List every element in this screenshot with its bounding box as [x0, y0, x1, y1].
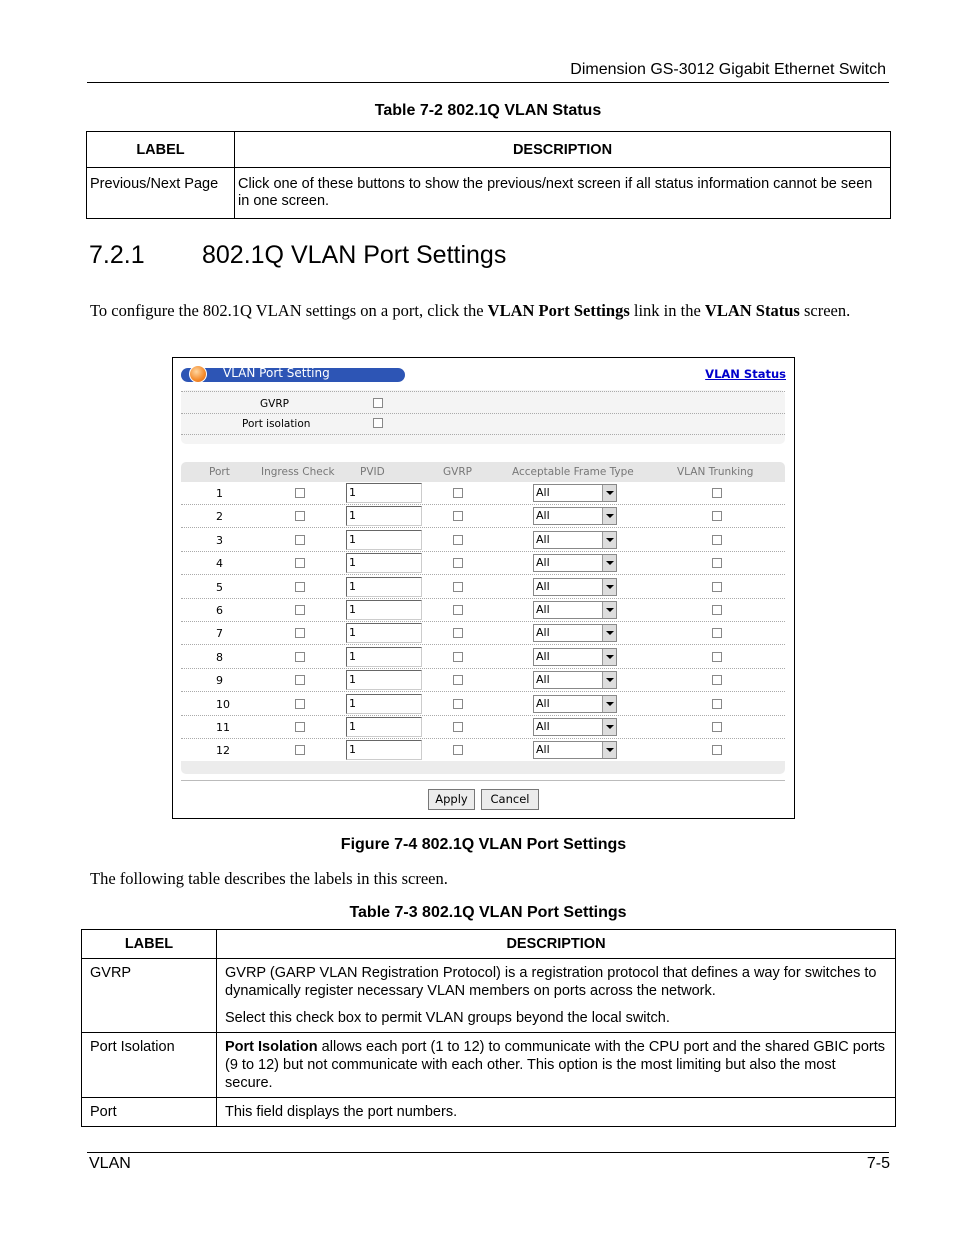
ingress-check-checkbox[interactable] — [295, 699, 305, 709]
ingress-check-checkbox[interactable] — [295, 558, 305, 568]
screen-title: VLAN Port Setting — [223, 366, 330, 380]
port-number: 2 — [216, 510, 223, 524]
port-table-body — [181, 482, 785, 774]
port-row — [181, 482, 785, 505]
chevron-down-icon[interactable] — [602, 508, 616, 524]
frame-type-value: All — [536, 579, 550, 593]
para-bold-link-name: VLAN Port Settings — [487, 301, 630, 320]
ingress-check-checkbox[interactable] — [295, 628, 305, 638]
port-number: 6 — [216, 604, 223, 617]
apply-button[interactable]: Apply — [428, 789, 475, 810]
frame-type-value: All — [536, 626, 550, 640]
port-row — [181, 716, 785, 739]
table-header-description: DESCRIPTION — [217, 930, 896, 959]
frame-type-select[interactable] — [533, 507, 617, 525]
gvrp-row-checkbox[interactable] — [453, 605, 463, 615]
table-intro-paragraph: The following table describes the labels in this screen. — [90, 869, 448, 888]
pvid-input[interactable]: 1 — [346, 553, 422, 573]
vlan-trunking-checkbox[interactable] — [712, 605, 722, 615]
vlan-trunking-checkbox[interactable] — [712, 628, 722, 638]
vlan-trunking-checkbox[interactable] — [712, 558, 722, 568]
pvid-input[interactable]: 1 — [346, 670, 422, 690]
frame-type-select[interactable] — [533, 695, 617, 713]
column-header-ingress-check: Ingress Check — [261, 466, 335, 478]
frame-type-select[interactable] — [533, 578, 617, 596]
column-header-pvid: PVID — [360, 466, 385, 478]
pvid-input[interactable]: 1 — [346, 647, 422, 667]
gvrp-row-checkbox[interactable] — [453, 652, 463, 662]
pvid-input[interactable]: 1 — [346, 530, 422, 550]
table-7-2-caption: Table 7-2 802.1Q VLAN Status — [374, 102, 602, 119]
port-number: 9 — [216, 674, 223, 688]
chevron-down-icon[interactable] — [602, 555, 616, 571]
frame-type-value: All — [536, 673, 550, 687]
ingress-check-checkbox[interactable] — [295, 652, 305, 662]
port-row — [181, 693, 785, 716]
para-text: To configure the 802.1Q VLAN settings on a port, click the — [90, 301, 488, 320]
global-settings-panel — [181, 390, 785, 444]
gvrp-row-checkbox[interactable] — [453, 511, 463, 521]
chevron-down-icon[interactable] — [602, 696, 616, 712]
row-label: Previous/Next Page — [87, 168, 235, 219]
port-number: 12 — [216, 744, 230, 758]
frame-type-value: All — [536, 603, 550, 616]
pvid-input[interactable]: 1 — [346, 717, 422, 737]
chevron-down-icon[interactable] — [602, 602, 616, 618]
footer-rule — [87, 1152, 889, 1153]
port-number: 1 — [216, 487, 223, 500]
vlan-trunking-checkbox[interactable] — [712, 535, 722, 545]
row-description — [217, 959, 896, 1033]
ingress-check-checkbox[interactable] — [295, 605, 305, 615]
port-number: 11 — [216, 721, 230, 734]
table-row — [82, 1098, 896, 1127]
gvrp-row-checkbox[interactable] — [453, 488, 463, 498]
frame-type-value: All — [536, 720, 550, 733]
frame-type-select[interactable] — [533, 554, 617, 572]
description-paragraph: Select this check box to permit VLAN groups beyond the local switch. — [225, 1010, 670, 1026]
port-number: 5 — [216, 580, 223, 594]
description-bold-term: Port Isolation — [225, 1039, 318, 1055]
table-7-3-caption: Table 7-3 802.1Q VLAN Port Settings — [349, 904, 627, 921]
gvrp-label: GVRP — [260, 398, 289, 410]
figure-caption: Figure 7-4 802.1Q VLAN Port Settings — [340, 836, 627, 853]
frame-type-value: All — [536, 743, 550, 757]
ingress-check-checkbox[interactable] — [295, 722, 305, 732]
vlan-trunking-checkbox[interactable] — [712, 652, 722, 662]
running-header: Dimension GS-3012 Gigabit Ethernet Switch — [570, 61, 886, 78]
column-header-vlan-trunking: VLAN Trunking — [677, 466, 754, 478]
chevron-down-icon[interactable] — [602, 532, 616, 548]
pvid-input[interactable]: 1 — [346, 694, 422, 714]
port-isolation-checkbox[interactable] — [373, 418, 383, 428]
vlan-trunking-checkbox[interactable] — [712, 745, 722, 755]
frame-type-value: All — [536, 696, 550, 710]
port-number: 8 — [216, 650, 223, 664]
frame-type-value: All — [536, 509, 550, 523]
row-label: GVRP — [82, 959, 217, 1033]
row-description: Click one of these buttons to show the previous/next screen if all status information cannot be seen in one screen. — [235, 168, 891, 219]
table-7-3 — [81, 929, 896, 1127]
chevron-down-icon[interactable] — [602, 672, 616, 688]
ingress-check-checkbox[interactable] — [295, 535, 305, 545]
port-row — [181, 576, 785, 599]
column-header-port: Port — [209, 466, 230, 478]
port-table-header — [181, 462, 785, 482]
para-bold-screen-name: VLAN Status — [704, 301, 800, 320]
intro-paragraph — [90, 299, 880, 322]
ingress-check-checkbox[interactable] — [295, 675, 305, 685]
table-header-description: DESCRIPTION — [235, 132, 891, 168]
gvrp-row-checkbox[interactable] — [453, 699, 463, 709]
dotted-divider — [181, 434, 785, 435]
dotted-divider — [181, 391, 785, 392]
row-description — [217, 1033, 896, 1098]
vlan-trunking-checkbox[interactable] — [712, 488, 722, 498]
frame-type-select[interactable] — [533, 624, 617, 642]
gvrp-row-checkbox[interactable] — [453, 745, 463, 755]
gvrp-row-checkbox[interactable] — [453, 558, 463, 568]
frame-type-value: All — [536, 532, 550, 546]
chevron-down-icon[interactable] — [602, 485, 616, 501]
vlan-trunking-checkbox[interactable] — [712, 722, 722, 732]
frame-type-value: All — [536, 649, 550, 663]
chevron-down-icon[interactable] — [602, 719, 616, 735]
column-header-frame-type: Acceptable Frame Type — [512, 466, 634, 478]
port-row — [181, 529, 785, 552]
pvid-input[interactable]: 1 — [346, 577, 422, 597]
port-number: 7 — [216, 627, 223, 641]
table-row — [82, 959, 896, 1033]
port-table-footer — [181, 761, 785, 774]
footer-page-number: 7-5 — [866, 1155, 890, 1172]
port-number: 10 — [216, 697, 230, 711]
port-isolation-label: Port isolation — [242, 418, 311, 430]
row-description: This field displays the port numbers. — [217, 1098, 896, 1127]
port-row — [181, 739, 785, 762]
port-row — [181, 505, 785, 528]
port-number: 3 — [216, 533, 223, 547]
chevron-down-icon[interactable] — [602, 625, 616, 641]
ingress-check-checkbox[interactable] — [295, 745, 305, 755]
para-text: link in the — [629, 301, 705, 320]
section-heading — [89, 241, 506, 270]
ingress-check-checkbox[interactable] — [295, 511, 305, 521]
vlan-trunking-checkbox[interactable] — [712, 511, 722, 521]
port-number: 4 — [216, 557, 223, 571]
vlan-status-link[interactable]: VLAN Status — [705, 367, 786, 381]
chevron-down-icon[interactable] — [602, 649, 616, 665]
gvrp-checkbox[interactable] — [373, 398, 383, 408]
orb-icon — [189, 365, 207, 383]
frame-type-select[interactable] — [533, 718, 617, 736]
table-header-label: LABEL — [87, 132, 235, 168]
port-row — [181, 669, 785, 692]
table-header-label: LABEL — [82, 930, 217, 959]
section-title: 802.1Q VLAN Port Settings — [202, 241, 507, 269]
chevron-down-icon[interactable] — [602, 579, 616, 595]
description-paragraph: GVRP (GARP VLAN Registration Protocol) is a registration protocol that defines a way for switches to dynamically register necessary VLAN members on ports across the network. — [225, 965, 877, 999]
frame-type-select[interactable] — [533, 648, 617, 666]
button-divider — [181, 780, 785, 781]
frame-type-select[interactable] — [533, 671, 617, 689]
column-header-gvrp: GVRP — [443, 466, 472, 478]
frame-type-select[interactable] — [533, 531, 617, 549]
header-rule — [87, 82, 889, 83]
pvid-input[interactable]: 1 — [346, 506, 422, 526]
row-label: Port Isolation — [82, 1033, 217, 1098]
ingress-check-checkbox[interactable] — [295, 488, 305, 498]
port-row — [181, 622, 785, 645]
section-number: 7.2.1 — [89, 241, 145, 269]
gvrp-row-checkbox[interactable] — [453, 722, 463, 732]
frame-type-value: All — [536, 486, 550, 499]
pvid-input[interactable]: 1 — [346, 483, 422, 503]
pvid-input[interactable]: 1 — [346, 740, 422, 760]
frame-type-select[interactable] — [533, 741, 617, 759]
description-text: allows each port (1 to 12) to communicate with the CPU port and the shared GBIC ports (9 to 12) but not communicate with each other. This option is the most limiting but also the most secure. — [225, 1039, 886, 1091]
vlan-trunking-checkbox[interactable] — [712, 582, 722, 592]
cancel-button[interactable]: Cancel — [481, 789, 539, 810]
para-text: screen. — [799, 301, 851, 320]
port-row — [181, 599, 785, 622]
screenshot-figure — [172, 357, 795, 819]
gvrp-row-checkbox[interactable] — [453, 628, 463, 638]
vlan-trunking-checkbox[interactable] — [712, 675, 722, 685]
dotted-divider — [181, 413, 785, 414]
gvrp-row-checkbox[interactable] — [453, 582, 463, 592]
table-row — [87, 168, 891, 219]
gvrp-row-checkbox[interactable] — [453, 675, 463, 685]
port-row — [181, 552, 785, 575]
table-7-2 — [86, 131, 891, 219]
footer-chapter: VLAN — [89, 1155, 131, 1172]
table-row — [82, 1033, 896, 1098]
row-label: Port — [82, 1098, 217, 1127]
frame-type-select[interactable] — [533, 484, 617, 502]
gvrp-row-checkbox[interactable] — [453, 535, 463, 545]
chevron-down-icon[interactable] — [602, 742, 616, 758]
pvid-input[interactable]: 1 — [346, 623, 422, 643]
frame-type-value: All — [536, 556, 550, 570]
vlan-trunking-checkbox[interactable] — [712, 699, 722, 709]
frame-type-select[interactable] — [533, 601, 617, 619]
port-row — [181, 646, 785, 669]
pvid-input[interactable]: 1 — [346, 600, 422, 620]
ingress-check-checkbox[interactable] — [295, 582, 305, 592]
